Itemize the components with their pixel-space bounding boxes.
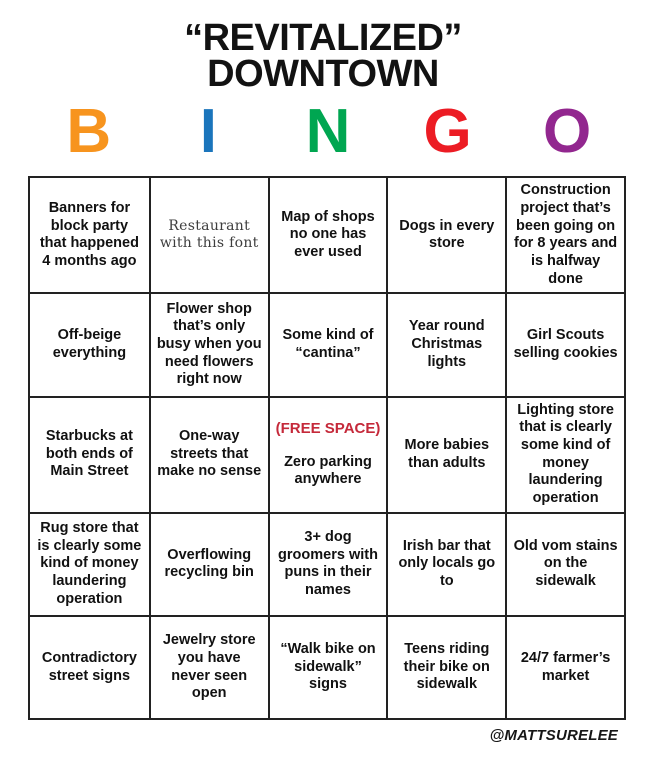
- bingo-cell: Overflowing recycling bin: [149, 512, 268, 615]
- bingo-cell: Year round Christmas lights: [386, 292, 505, 395]
- bingo-cell: Some kind of “cantina”: [268, 292, 387, 395]
- attribution-handle: @MATTSURELEE: [489, 727, 618, 745]
- bingo-cell: “Walk bike on sidewalk” signs: [268, 615, 387, 718]
- card-title: [0, 17, 646, 96]
- bingo-letter-n: N: [305, 97, 349, 167]
- bingo-letter-o: O: [543, 97, 590, 167]
- bingo-cell: Contradictory street signs: [30, 615, 149, 718]
- bingo-cell: One-way streets that make no sense: [149, 396, 268, 512]
- bingo-cell: Off-beige everything: [30, 292, 149, 395]
- bingo-cell: Old vom stains on the sidewalk: [505, 512, 624, 615]
- bingo-cell: Starbucks at both ends of Main Street: [30, 396, 149, 512]
- bingo-cell: Irish bar that only locals go to: [386, 512, 505, 615]
- free-space-text: Zero parking anywhere: [284, 453, 372, 488]
- free-space-cell: [268, 396, 387, 512]
- bingo-cell: Lighting store that is clearly some kind of money laundering operation: [505, 396, 624, 512]
- bingo-cell: Jewelry store you have never seen open: [149, 615, 268, 718]
- bingo-letter-b: B: [66, 97, 110, 167]
- bingo-cell-novelty-font: Restaurant with this font: [149, 178, 268, 292]
- title-line-1: “REVITALIZED”: [184, 17, 462, 59]
- bingo-cell: Flower shop that’s only busy when you need flowers right now: [149, 292, 268, 395]
- bingo-cell: Rug store that is clearly some kind of money laundering operation: [30, 512, 149, 615]
- bingo-cell: Teens riding their bike on sidewalk: [386, 615, 505, 718]
- bingo-grid: [28, 176, 626, 720]
- bingo-cell: 24/7 farmer’s market: [505, 615, 624, 718]
- bingo-letter-g: G: [423, 97, 470, 167]
- bingo-cell: Construction project that’s been going on for 8 years and is halfway done: [505, 178, 624, 292]
- bingo-letters: [28, 97, 626, 167]
- bingo-letter-i: I: [199, 97, 215, 167]
- free-space-label: (FREE SPACE): [275, 420, 381, 438]
- bingo-cell: Banners for block party that happened 4 months ago: [39, 199, 139, 269]
- bingo-cell: More babies than adults: [386, 396, 505, 512]
- bingo-cell: Dogs in every store: [386, 178, 505, 292]
- bingo-cell: Girl Scouts selling cookies: [505, 292, 624, 395]
- title-line-2: DOWNTOWN: [207, 53, 439, 96]
- bingo-cell: Map of shops no one has ever used: [268, 178, 387, 292]
- bingo-cell: 3+ dog groomers with puns in their names: [268, 512, 387, 615]
